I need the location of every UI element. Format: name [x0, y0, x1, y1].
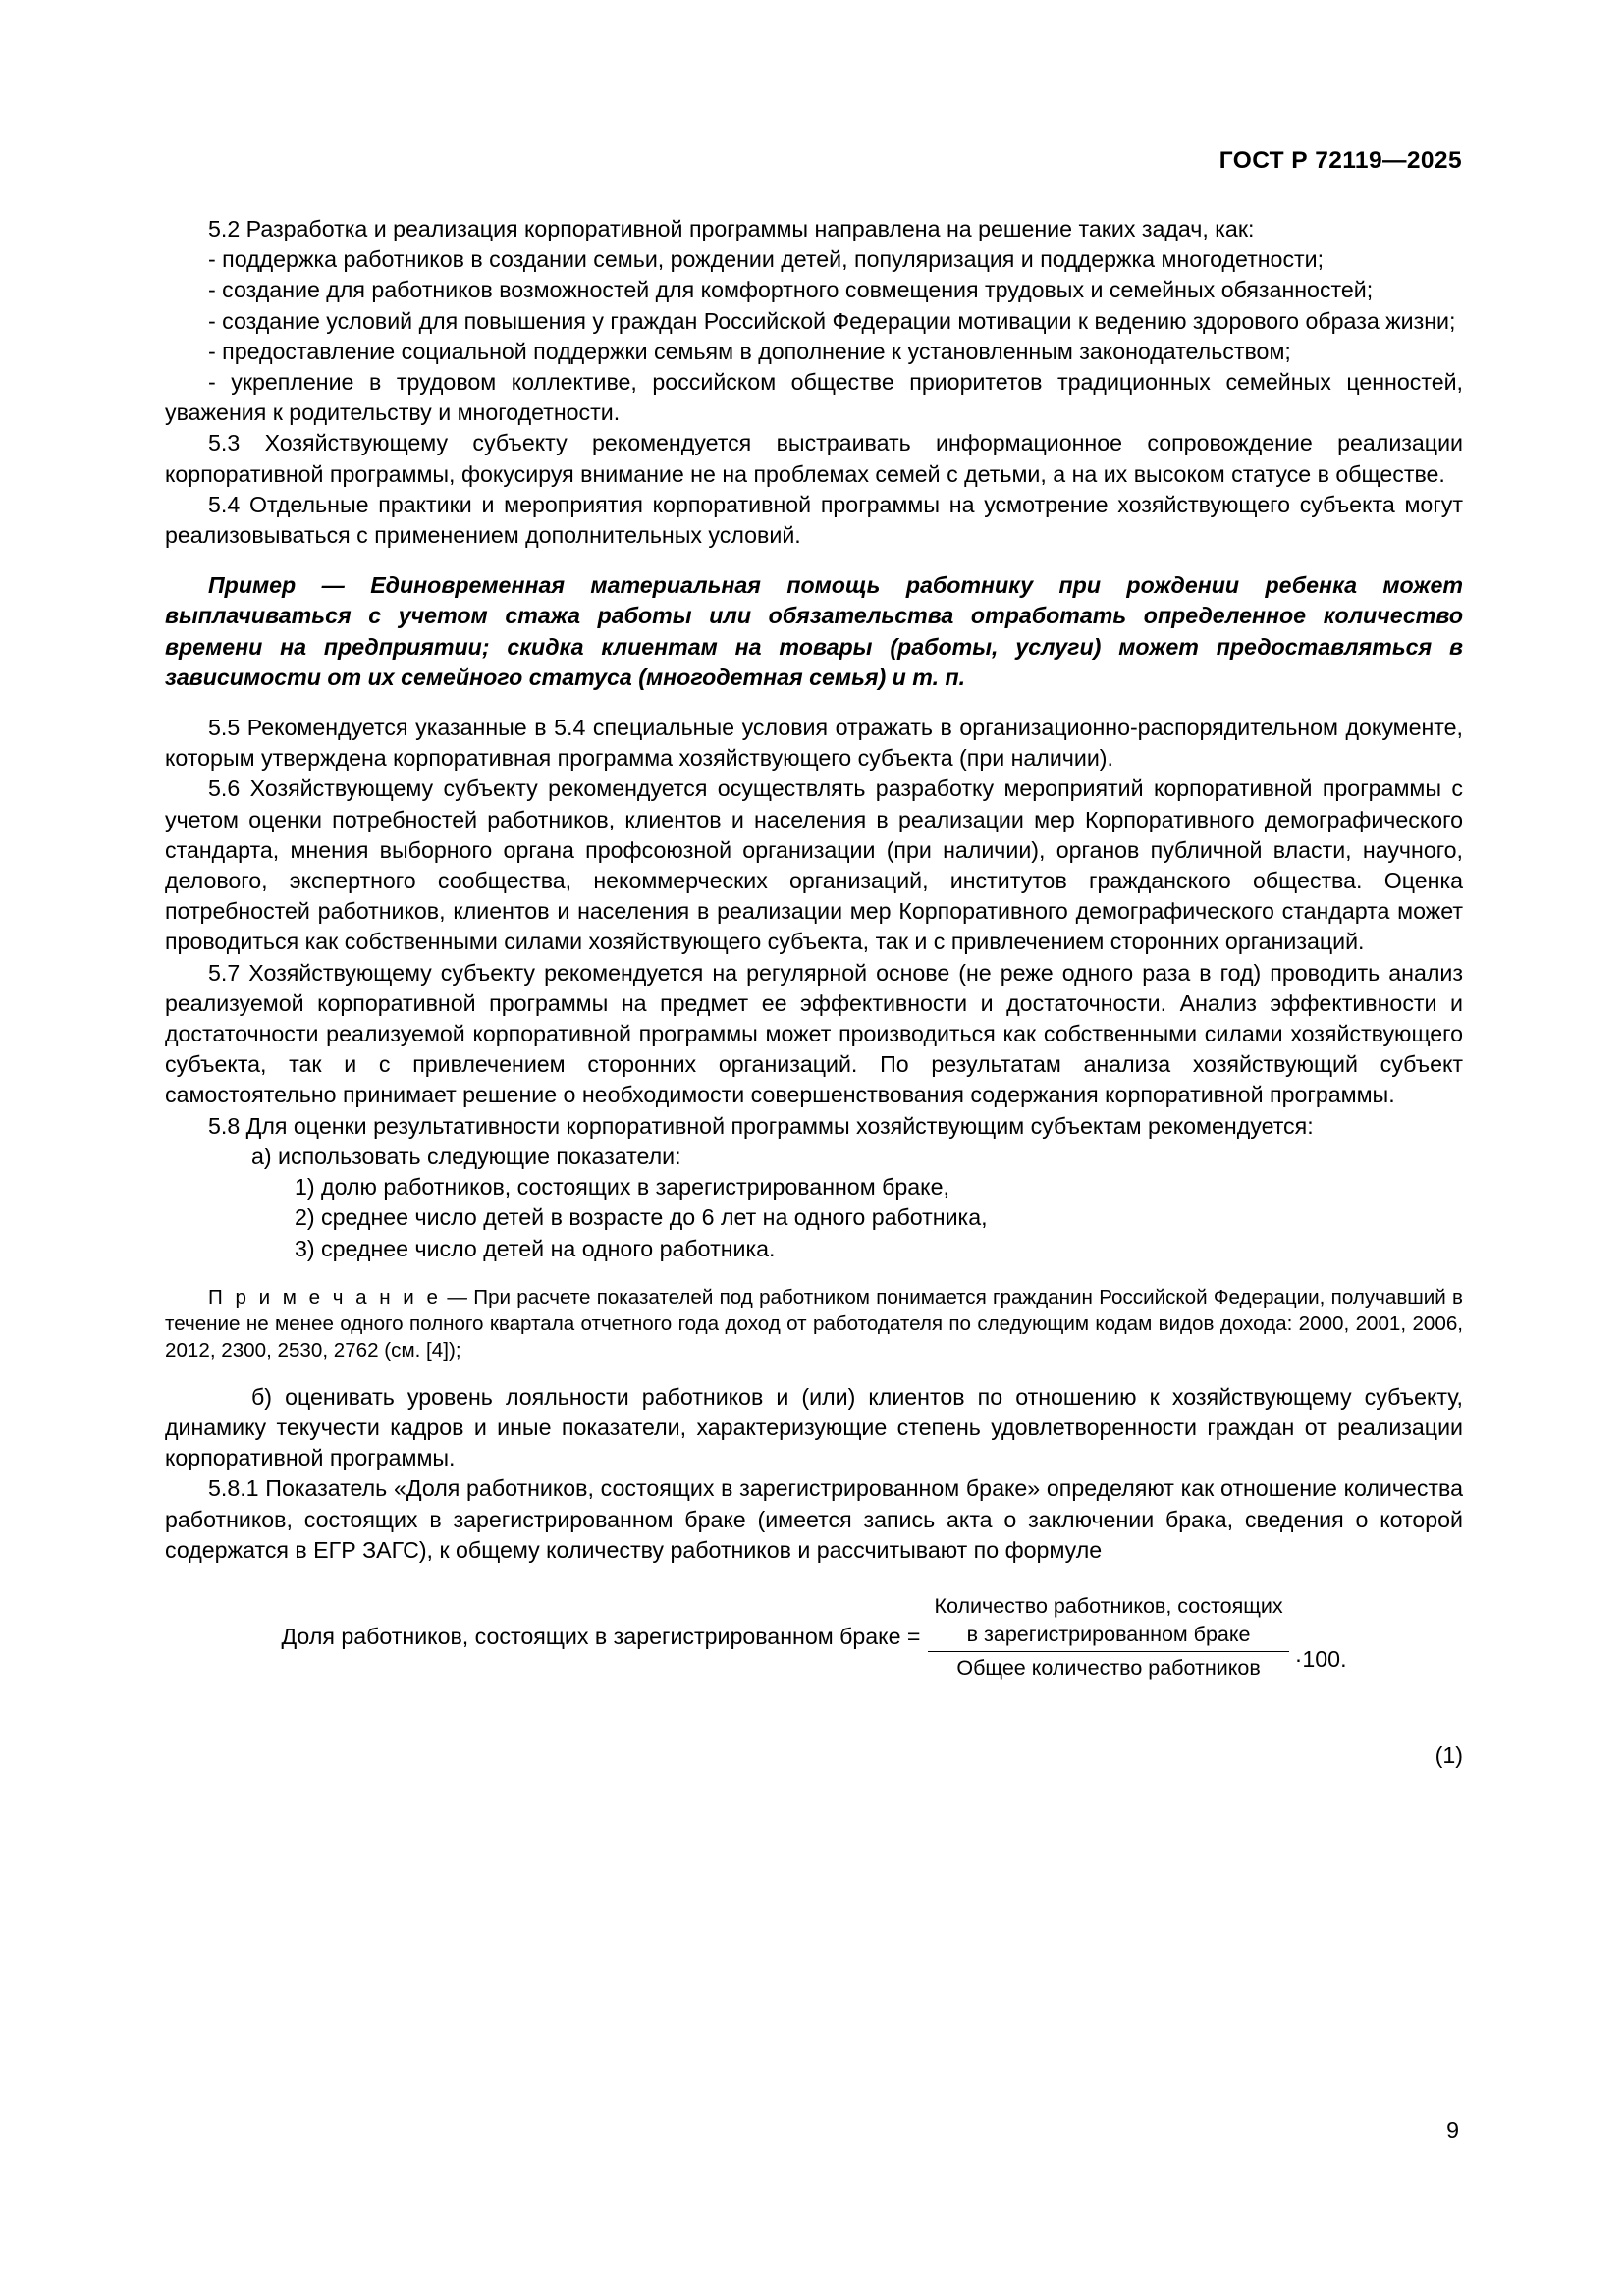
formula-bar: [928, 1651, 1288, 1652]
bullet-healthy-lifestyle: - создание условий для повышения у граждан Российской Федерации мотивации к ведению здорового образа жизни;: [208, 307, 1456, 334]
paragraph-5-4: 5.4 Отдельные практики и мероприятия корпоративной программы на усмотрение хозяйствующего субъекта могут реализовываться с применением дополнительных условий.: [165, 491, 1463, 549]
equation-number: (1): [1435, 1742, 1463, 1769]
bullet-traditional-values: - укрепление в трудовом коллективе, российском обществе приоритетов традиционных семейных ценностей, уважения к родительству и многодетности.: [165, 369, 1463, 426]
bullet-social-support: - предоставление социальной поддержки семьям в дополнение к установленным законодательством;: [208, 338, 1291, 364]
page-header: ГОСТ Р 72119—2025: [1218, 147, 1462, 174]
note-block: [165, 1284, 1463, 1364]
formula-fraction: [928, 1593, 1288, 1682]
document-body: [165, 214, 1463, 1769]
paragraph-5-3: 5.3 Хозяйствующему субъекту рекомендуется выстраивать информационное сопровождение реализации корпоративной программы, фокусируя внимание не на проблемах семей с детьми, а на их высоком статусе в обществе.: [165, 430, 1463, 487]
formula-multiplier: ·100.: [1294, 1646, 1347, 1673]
note-text: — При расчете показателей под работником понимается гражданин Российской Федерации, получавший в течение не менее одного полного квартала отчетного года доход от работодателя по следующим кодам видов дохода: 2000, 2001, 2006, 2012, 2300, 2530, 2762 (см. [4]);: [165, 1285, 1463, 1362]
list-item-a-1: 1) долю работников, состоящих в зарегистрированном браке,: [295, 1174, 949, 1201]
paragraph-5-5: 5.5 Рекомендуется указанные в 5.4 специальные условия отражать в организационно-распорядительном документе, которым утверждена корпоративная программа хозяйствующего субъекта (при наличии).: [165, 715, 1463, 772]
list-item-a-2: 2) среднее число детей в возрасте до 6 лет на одного работника,: [295, 1204, 988, 1231]
formula-block: [165, 1593, 1463, 1769]
paragraph-5-8-1: 5.8.1 Показатель «Доля работников, состоящих в зарегистрированном браке» определяют как отношение количества работников, состоящих в зарегистрированном браке (имеется запись акта о заключении брака, сведения о которой содержатся в ЕГР ЗАГС), к общему количеству работников и рассчитывают по формуле: [165, 1475, 1463, 1563]
page-number: 9: [1446, 2117, 1459, 2143]
formula-row: [165, 1593, 1463, 1682]
list-item-a-3: 3) среднее число детей на одного работника.: [295, 1235, 776, 1261]
bullet-work-family-balance: - создание для работников возможностей для комфортного совмещения трудовых и семейных обязанностей;: [208, 277, 1374, 303]
formula-numerator-line1: Количество работников, состоящих: [934, 1594, 1283, 1619]
formula-denominator: Общее количество работников: [956, 1655, 1261, 1680]
list-item-a: а) использовать следующие показатели:: [251, 1143, 681, 1169]
list-item-b: б) оценивать уровень лояльности работников и (или) клиентов по отношению к хозяйствующему субъекту, динамику текучести кадров и иные показатели, характеризующие степень удовлетворенности граждан от реализации корпоративной программы.: [165, 1383, 1463, 1471]
formula-numerator-line2: в зарегистрированном браке: [966, 1622, 1251, 1646]
note-label: П р и м е ч а н и е: [208, 1285, 442, 1308]
paragraph-5-6: 5.6 Хозяйствующему субъекту рекомендуется осуществлять разработку мероприятий корпоративной программы с учетом оценки потребностей работников, клиентов и населения в реализации мер Корпоративного демографического стандарта, мнения выборного органа профсоюзной организации (при наличии), органов публичной власти, научного, делового, экспертного сообщества, некоммерческих организаций, институтов гражданского общества. Оценка потребностей работников, клиентов и населения в реализации мер Корпоративного демографического стандарта может проводиться как собственными силами хозяйствующего субъекта, так и с привлечением сторонних организаций.: [165, 775, 1463, 955]
paragraph-5-8: 5.8 Для оценки результативности корпоративной программы хозяйствующим субъектам рекомендуется:: [208, 1112, 1314, 1139]
bullet-support-workers: - поддержка работников в создании семьи, рождении детей, популяризация и поддержка многодетности;: [208, 246, 1325, 273]
formula-label: Доля работников, состоящих в зарегистрированном браке =: [281, 1624, 921, 1650]
example-note: Пример — Единовременная материальная помощь работнику при рождении ребенка может выплачиваться с учетом стажа работы или обязательства отработать определенное количество времени на предприятии; скидка клиентам на товары (работы, услуги) может предоставляться в зависимости от их семейного статуса (многодетная семья) и т. п.: [165, 572, 1463, 690]
paragraph-5-7: 5.7 Хозяйствующему субъекту рекомендуется на регулярной основе (не реже одного раза в год) проводить анализ реализуемой корпоративной программы на предмет ее эффективности и достаточности. Анализ эффективности и достаточности реализуемой корпоративной программы может производиться как собственными силами хозяйствующего субъекта, так и с привлечением сторонних организаций. По результатам анализа хозяйствующий субъект самостоятельно принимает решение о необходимости совершенствования содержания корпоративной программы.: [165, 959, 1463, 1108]
paragraph-5-2: 5.2 Разработка и реализация корпоративной программы направлена на решение таких задач, как:: [208, 216, 1255, 241]
